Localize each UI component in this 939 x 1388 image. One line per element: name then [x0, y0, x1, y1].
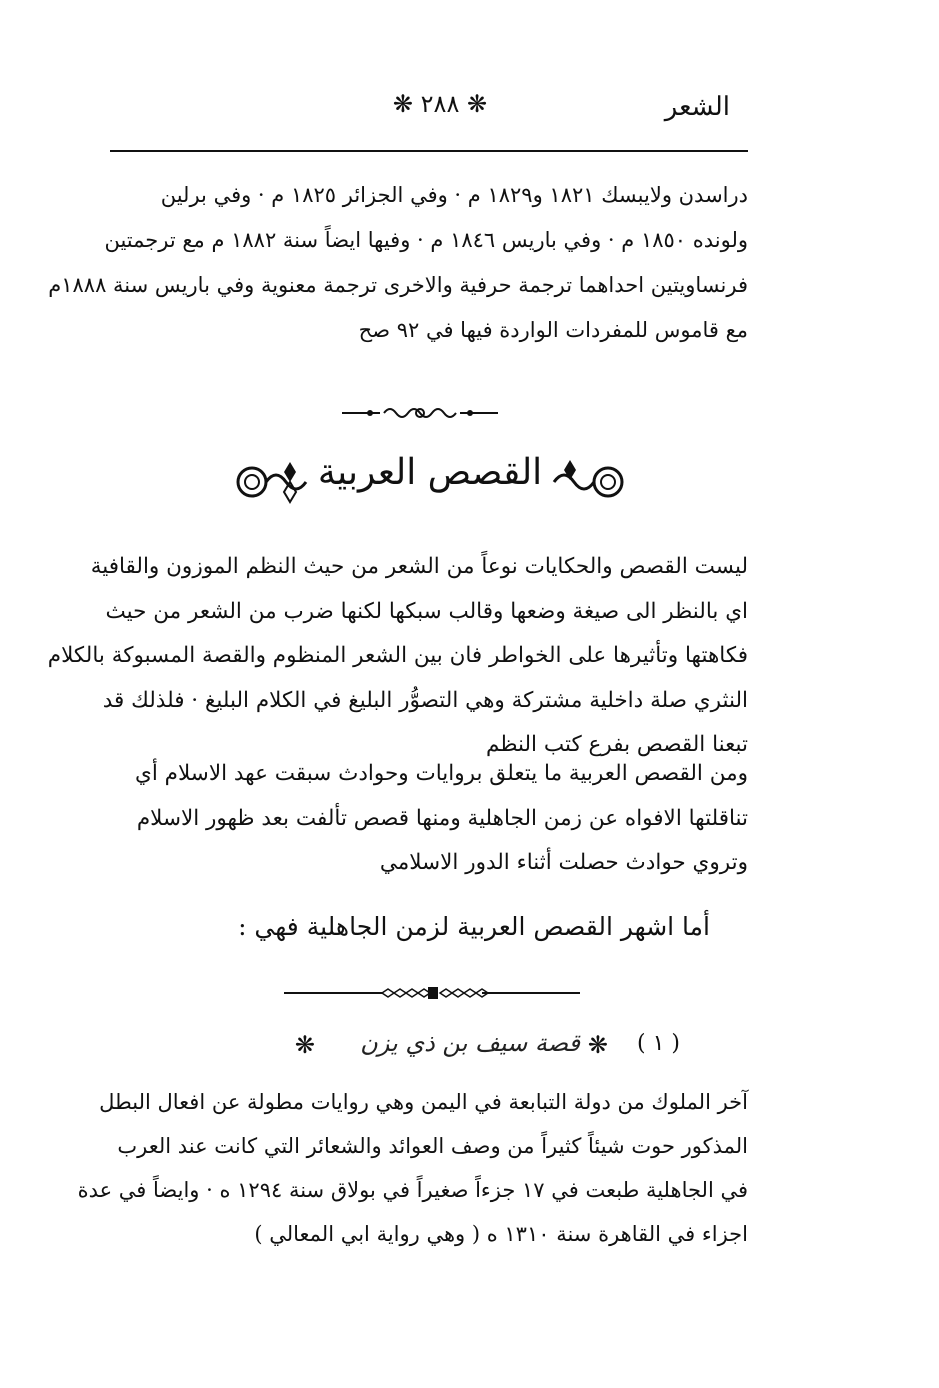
text-line: اجزاء في القاهرة سنة ١٣١٠ ه ( وهي رواية ابي المعالي )	[254, 1222, 748, 1246]
page-header	[110, 88, 750, 132]
right-star-ornament-icon: ❋	[466, 90, 488, 118]
header-rule	[110, 150, 748, 152]
page-number: ٢٨٨	[420, 90, 460, 118]
intro-paragraph	[48, 173, 748, 353]
text-line: فكاهتها وتأثيرها على الخواطر فان بين الشعر المنظوم والقصة المسبوكة بالكلام	[47, 643, 748, 668]
story-1-paragraph	[77, 1080, 748, 1256]
lead-line: أما اشهر القصص العربية لزمن الجاهلية فهي :	[238, 912, 710, 941]
chain-divider	[282, 982, 582, 1004]
paragraph-2	[108, 752, 748, 886]
text-line: مع قاموس للمفردات الواردة فيها في ٩٢ صح	[358, 318, 748, 342]
text-line: آخر الملوك من دولة التبابعة في اليمن وهي روايات مطولة عن افعال البطل	[99, 1090, 748, 1114]
left-swirl-ornament-icon	[230, 442, 310, 522]
star-ornament-icon: ❋	[294, 1031, 315, 1059]
chapter-heading	[230, 442, 630, 532]
text-line: فرنساويتين احداهما ترجمة حرفية والاخرى ترجمة معنوية وفي باريس سنة ١٨٨٨م	[48, 273, 748, 297]
star-ornament-icon: ❋	[587, 1031, 608, 1059]
paragraph-1	[47, 545, 748, 768]
story-title: قصة سيف بن ذي يزن	[360, 1029, 580, 1057]
text-line: تناقلتها الافواه عن زمن الجاهلية ومنها قصص تألفت بعد ظهور الاسلام	[136, 805, 748, 831]
story-number: ( ١ )	[637, 1031, 680, 1056]
story-heading	[270, 1025, 690, 1071]
text-line: ومن القصص العربية ما يتعلق بروايات وحوادث سبقت عهد الاسلام أي	[135, 761, 748, 786]
text-line: في الجاهلية طبعت في ١٧ جزءاً صغيراً في بولاق سنة ١٢٩٤ ه · وايضاً في عدة	[77, 1178, 748, 1202]
text-line: ولونده ١٨٥٠ م · وفي باريس ١٨٤٦ م · وفيها ايضاً سنة ١٨٨٢ م مع ترجمتين	[104, 228, 748, 252]
text-line: النثري صلة داخلية مشتركة وهي التصوُّر البليغ في الكلام البليغ · فلذلك قد	[102, 687, 748, 713]
text-line: وتروي حوادث حصلت أثناء الدور الاسلامي	[379, 850, 748, 875]
left-star-ornament-icon: ❋	[392, 90, 414, 118]
text-line: تبعنا القصص بفرع كتب النظم	[486, 732, 748, 757]
running-title: الشعر	[664, 92, 730, 122]
chapter-title: القصص العربية	[317, 452, 543, 493]
text-line: اي بالنظر الى صيغة وضعها وقالب سبكها لكنها ضرب من الشعر من حيث	[105, 598, 748, 624]
page-number-group	[370, 90, 510, 118]
text-line: المذكور حوت شيئاً كثيراً من وصف العوائد والشعائر التي كانت عند العرب	[117, 1134, 748, 1158]
text-line: دراسدن ولايبسك ١٨٢١ و١٨٢٩ م · وفي الجزائر ١٨٢٥ م · وفي برلين	[160, 183, 748, 207]
text-line: ليست القصص والحكايات نوعاً من الشعر من حيث النظم الموزون والقافية	[90, 554, 748, 579]
ornamental-divider	[340, 402, 500, 424]
right-swirl-ornament-icon	[548, 442, 630, 522]
